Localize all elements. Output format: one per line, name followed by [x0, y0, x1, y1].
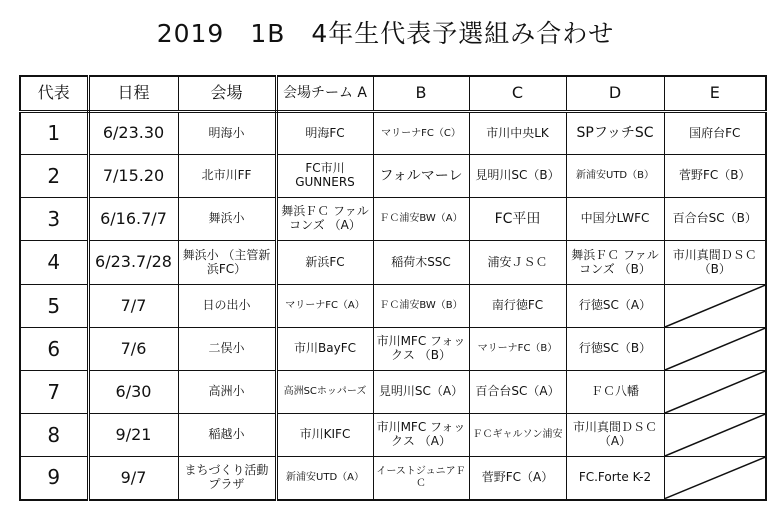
team-d-cell: 中国分LWFC: [566, 198, 664, 241]
table-row: [20, 457, 766, 500]
rep-cell: 4: [20, 241, 88, 285]
header-team-c: C: [469, 76, 566, 112]
header-row: [20, 76, 766, 112]
team-a-cell: 高洲SCホッパーズ: [276, 371, 373, 414]
team-a-cell: 舞浜ＦＣ ファルコンズ （A）: [276, 198, 373, 241]
team-c-cell: 菅野FC（A）: [469, 457, 566, 500]
team-d-cell: 行徳SC（B）: [566, 328, 664, 371]
date-cell: 6/16.7/7: [88, 198, 178, 241]
rep-cell: 2: [20, 155, 88, 198]
team-d-cell: 新浦安UTD（B）: [566, 155, 664, 198]
date-cell: 9/7: [88, 457, 178, 500]
team-c-cell: 南行徳FC: [469, 285, 566, 328]
team-c-cell: FC平田: [469, 198, 566, 241]
team-b-cell: 見明川SC（A）: [373, 371, 469, 414]
venue-cell: 日の出小: [178, 285, 276, 328]
slash-line: [665, 371, 766, 413]
empty-slash-cell: [664, 414, 766, 457]
empty-slash-cell: [664, 371, 766, 414]
team-d-cell: SPフッチSC: [566, 112, 664, 155]
team-a-cell: 明海FC: [276, 112, 373, 155]
table-row: [20, 198, 766, 241]
date-cell: 9/21: [88, 414, 178, 457]
venue-cell: 稲越小: [178, 414, 276, 457]
team-c-cell: 浦安ＪＳＣ: [469, 241, 566, 285]
team-e-cell: 市川真間ＤＳＣ（B）: [664, 241, 766, 285]
header-venue: 会場: [178, 76, 276, 112]
rep-cell: 7: [20, 371, 88, 414]
header-team-a: 会場チーム A: [276, 76, 373, 112]
team-a-cell: FC市川 GUNNERS: [276, 155, 373, 198]
team-c-cell: 見明川SC（B）: [469, 155, 566, 198]
team-a-cell: 新浜FC: [276, 241, 373, 285]
venue-cell: 北市川FF: [178, 155, 276, 198]
date-cell: 7/6: [88, 328, 178, 371]
team-c-cell: 百合台SC（A）: [469, 371, 566, 414]
team-b-cell: ＦＣ浦安BW（B）: [373, 285, 469, 328]
team-c-cell: マリーナFC（B）: [469, 328, 566, 371]
table-row: [20, 285, 766, 328]
team-b-cell: 市川MFC フォックス （A）: [373, 414, 469, 457]
date-cell: 6/23.30: [88, 112, 178, 155]
schedule-table: [19, 75, 767, 501]
date-cell: 7/15.20: [88, 155, 178, 198]
venue-cell: 明海小: [178, 112, 276, 155]
venue-cell: 二俣小: [178, 328, 276, 371]
team-d-cell: FC.Forte K-2: [566, 457, 664, 500]
empty-slash-cell: [664, 457, 766, 500]
team-d-cell: 市川真間ＤＳＣ （A）: [566, 414, 664, 457]
slash-line: [665, 457, 766, 499]
team-a-cell: 新浦安UTD（A）: [276, 457, 373, 500]
date-cell: 7/7: [88, 285, 178, 328]
team-e-cell: 国府台FC: [664, 112, 766, 155]
date-cell: 6/23.7/28: [88, 241, 178, 285]
team-b-cell: イーストジュニアＦＣ: [373, 457, 469, 500]
date-cell: 6/30: [88, 371, 178, 414]
rep-cell: 9: [20, 457, 88, 500]
table-row: [20, 371, 766, 414]
rep-cell: 8: [20, 414, 88, 457]
team-a-cell: 市川BayFC: [276, 328, 373, 371]
venue-cell: 舞浜小: [178, 198, 276, 241]
team-b-cell: ＦＣ浦安BW（A）: [373, 198, 469, 241]
table-row: [20, 241, 766, 285]
venue-cell: まちづくり活動 プラザ: [178, 457, 276, 500]
team-d-cell: 舞浜ＦＣ ファルコンズ （B）: [566, 241, 664, 285]
team-e-cell: 菅野FC（B）: [664, 155, 766, 198]
table-row: [20, 155, 766, 198]
team-b-cell: 市川MFC フォックス （B）: [373, 328, 469, 371]
header-rep: 代表: [20, 76, 88, 112]
table-row: [20, 414, 766, 457]
header-team-d: D: [566, 76, 664, 112]
team-a-cell: マリーナFC（A）: [276, 285, 373, 328]
slash-line: [665, 285, 766, 327]
team-d-cell: ＦＣ八幡: [566, 371, 664, 414]
rep-cell: 5: [20, 285, 88, 328]
rep-cell: 6: [20, 328, 88, 371]
team-c-cell: ＦＣギャルソン浦安: [469, 414, 566, 457]
team-e-cell: 百合台SC（B）: [664, 198, 766, 241]
slash-line: [665, 328, 766, 370]
team-b-cell: 稲荷木SSC: [373, 241, 469, 285]
slash-line: [665, 414, 766, 456]
empty-slash-cell: [664, 285, 766, 328]
team-b-cell: フォルマーレ: [373, 155, 469, 198]
team-d-cell: 行徳SC（A）: [566, 285, 664, 328]
rep-cell: 3: [20, 198, 88, 241]
team-a-cell: 市川KIFC: [276, 414, 373, 457]
table-row: [20, 328, 766, 371]
venue-cell: 高洲小: [178, 371, 276, 414]
team-c-cell: 市川中央LK: [469, 112, 566, 155]
empty-slash-cell: [664, 328, 766, 371]
table-row: [20, 112, 766, 155]
team-b-cell: マリーナFC（C）: [373, 112, 469, 155]
page-title: 2019 1B 4年生代表予選組み合わせ: [156, 19, 615, 48]
venue-cell: 舞浜小 （主管新浜FC）: [178, 241, 276, 285]
header-date: 日程: [88, 76, 178, 112]
header-team-e: E: [664, 76, 766, 112]
header-team-b: B: [373, 76, 469, 112]
rep-cell: 1: [20, 112, 88, 155]
